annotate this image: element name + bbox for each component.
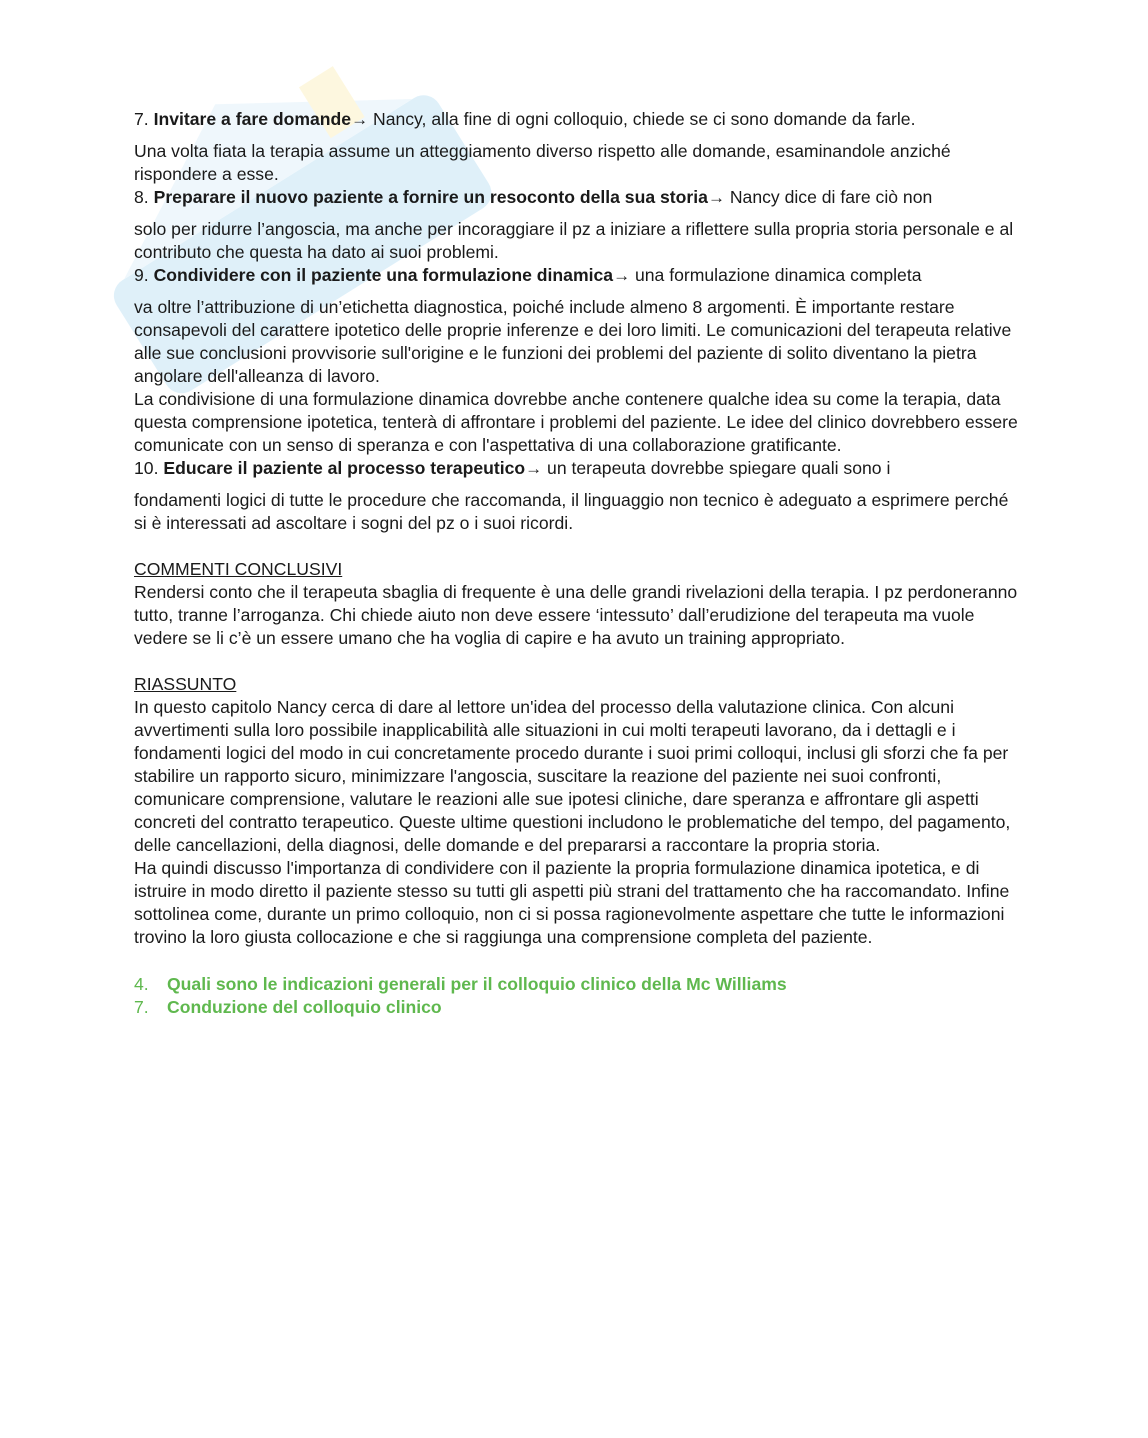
item-text: un terapeuta dovrebbe spiegare quali sono i [542,458,891,478]
item-number: 9. [134,265,149,285]
paragraph: In questo capitolo Nancy cerca di dare al lettore un'idea del processo della valutazione clinica. Con alcuni avvertimenti sulla loro possibile inapplicabilità alle situazioni in cui molti terapeuti lavorano, da i dettagli e i fondamenti logici del modo in cui concretamente procedo durante i suoi primi colloqui, inclusi gli sforzi che fa per stabilire un rapporto sicuro, minimizzare l'angoscia, suscitare la reazione del paziente nei suoi confronti, comunicare comprensione, valutare le reazioni alle sue ipotesi cliniche, dare speranza e affrontare gli aspetti concreti del contratto terapeutico. Queste ultime questioni includono le problematiche del tempo, del pagamento, delle cancellazioni, della diagnosi, delle domande e del prepararsi a raccontare la propria storia. [134,697,1011,855]
item-title: Condividere con il paziente una formulazione dinamica [153,265,614,285]
section-heading-riassunto: RIASSUNTO [134,674,237,694]
item-text: una formulazione dinamica completa [630,265,922,285]
item-title: Preparare il nuovo paziente a fornire un resoconto della sua storia [153,187,708,207]
paragraph: Ha quindi discusso l'importanza di condividere con il paziente la propria formulazione dinamica ipotetica, e di istruire in modo diretto il paziente stesso su tutti gli aspetti più strani del trattamento che ha raccomandato. Infine sottolinea come, durante un primo colloquio, non ci si possa ragionevolmente aspettare che tutte le informazioni trovino la loro giusta collocazione e che si raggiunga una comprensione completa del paziente. [134,858,1010,947]
item-title: Educare il paziente al processo terapeutico [163,458,526,478]
paragraph: va oltre l’attribuzione di un’etichetta diagnostica, poiché include almeno 8 argomenti. È importante restare consapevoli del carattere ipotetico delle proprie inferenze e dei loro limiti. Le comunicazioni del terapeuta relative alle sue conclusioni provvisorie sull'origine e le funzioni dei problemi del paziente di solito diventano la pietra angolare dell'alleanza di lavoro. [134,297,1012,386]
arrow-icon: → [525,459,543,478]
arrow-icon: → [351,110,369,129]
question-text: Conduzione del colloquio clinico [167,997,442,1017]
paragraph: solo per ridurre l’angoscia, ma anche per incoraggiare il pz a iniziare a riflettere sulla propria storia personale e al contributo che questa ha dato ai suoi problemi. [134,219,1014,262]
item-number: 7. [134,109,149,129]
document-page [134,108,1024,1019]
arrow-icon: → [707,188,725,207]
paragraph: Rendersi conto che il terapeuta sbaglia di frequente è una delle grandi rivelazioni della terapia. I pz perdoneranno tutto, tranne l’arroganza. Chi chiede aiuto non deve essere ‘intessuto’ dall’erudizione del terapeuta ma vuole vedere se li c’è un essere umano che ha voglia di capire e ha avuto un training appropriato. [134,582,1018,648]
list-item-7 [134,108,1024,131]
list-item-9 [134,264,1024,287]
question-number: 4. [134,974,149,994]
item-text: Nancy dice di fare ciò non [724,187,933,207]
arrow-icon: → [613,266,631,285]
question-link[interactable] [134,973,1024,996]
question-number: 7. [134,997,149,1017]
question-list [134,973,1024,1019]
question-text: Quali sono le indicazioni generali per il colloquio clinico della Mc Williams [167,974,787,994]
item-number: 8. [134,187,149,207]
list-item-10 [134,457,1024,480]
paragraph: La condivisione di una formulazione dinamica dovrebbe anche contenere qualche idea su come la terapia, data questa comprensione ipotetica, tenterà di affrontare i problemi del paziente. Le idee del clinico dovrebbero essere comunicate con un senso di speranza e con l'aspettativa di una collaborazione gratificante. [134,389,1018,455]
paragraph: Una volta fiata la terapia assume un atteggiamento diverso rispetto alle domande, esaminandole anziché rispondere a esse. [134,141,951,184]
item-text: Nancy, alla fine di ogni colloquio, chiede se ci sono domande da farle. [368,109,916,129]
list-item-8 [134,186,1024,209]
question-link[interactable] [134,996,1024,1019]
paragraph: fondamenti logici di tutte le procedure che raccomanda, il linguaggio non tecnico è adeguato a esprimere perché si è interessati ad ascoltare i sogni del pz o i suoi ricordi. [134,490,1009,533]
item-number: 10. [134,458,159,478]
item-title: Invitare a fare domande [153,109,352,129]
section-heading-commenti: COMMENTI CONCLUSIVI [134,559,343,579]
